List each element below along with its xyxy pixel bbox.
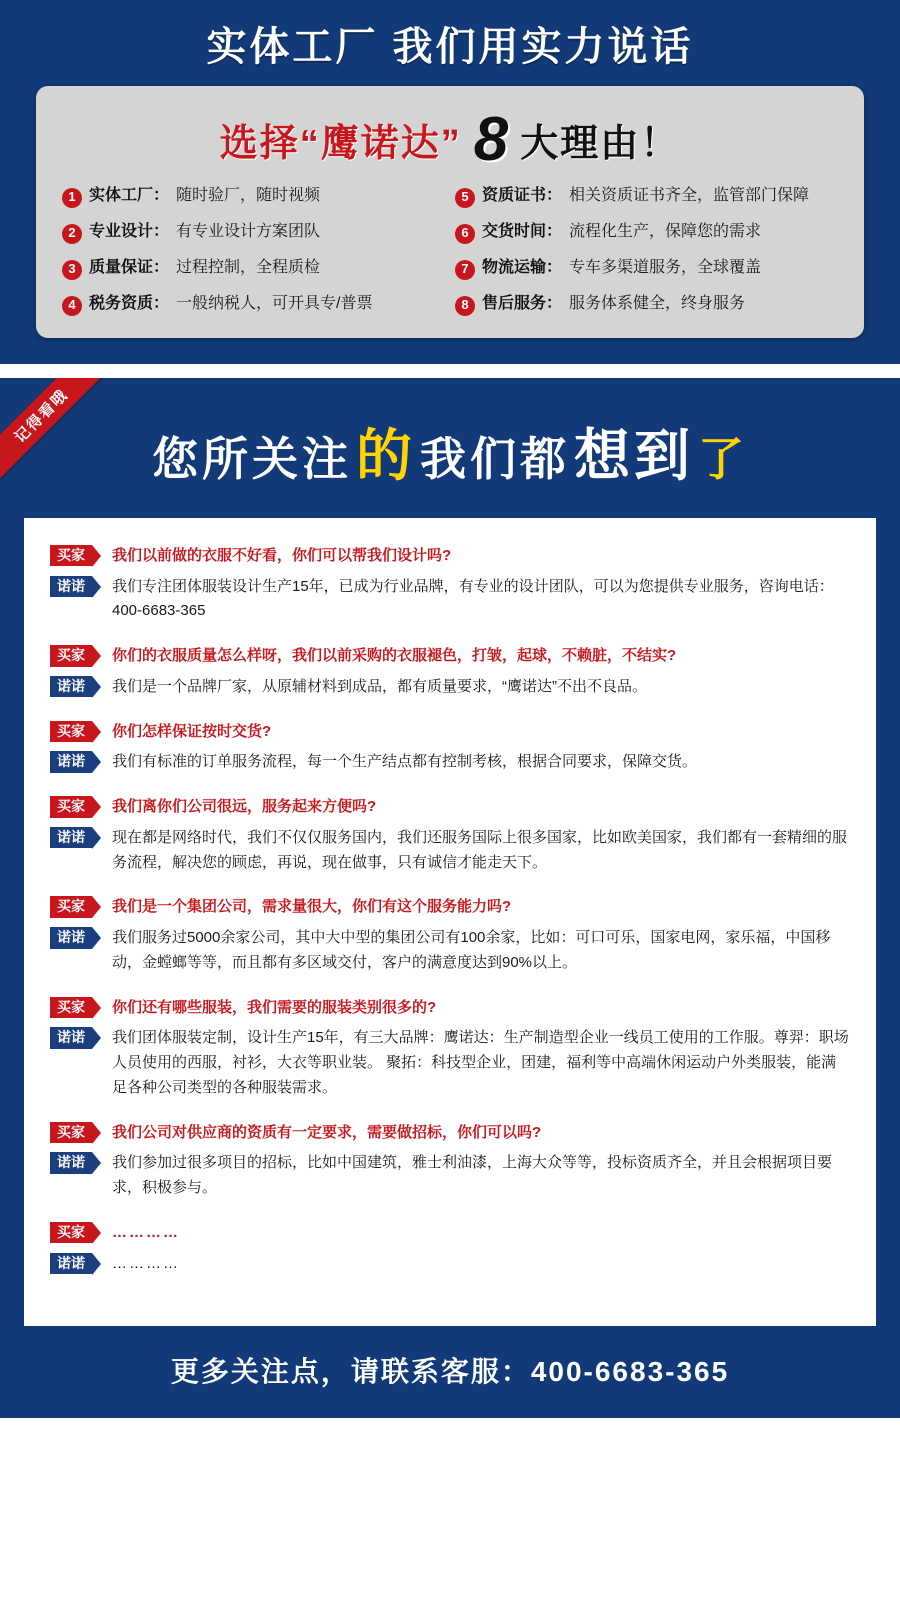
reason-item bbox=[455, 186, 838, 208]
reason-title: 资质证书： bbox=[482, 186, 563, 204]
qa-question-line bbox=[50, 1121, 850, 1146]
reason-title: 实体工厂： bbox=[89, 186, 170, 204]
qa-headline-part-1: 您所关注 bbox=[152, 432, 352, 485]
qa-answer-line bbox=[50, 826, 850, 876]
qa-headline-part-4: 想到 bbox=[574, 423, 694, 487]
qa-question-line bbox=[50, 644, 850, 669]
buyer-tag: 买家 bbox=[50, 645, 92, 667]
qa-question-text: 我们离你们公司很远，服务起来方便吗? bbox=[112, 798, 377, 816]
reason-title: 专业设计： bbox=[89, 222, 170, 240]
buyer-tag: 买家 bbox=[50, 796, 92, 818]
qa-question-line bbox=[50, 1221, 850, 1246]
corner-ribbon: 记得看哦 bbox=[0, 378, 112, 487]
reasons-headline bbox=[62, 106, 838, 186]
qa-answer-line bbox=[50, 1151, 850, 1201]
reason-number-badge: 8 bbox=[455, 296, 475, 316]
headline-number: 8 bbox=[473, 105, 509, 174]
headline-suffix: 大理由！ bbox=[520, 123, 681, 166]
reason-number-badge: 2 bbox=[62, 224, 82, 244]
qa-answer-line bbox=[50, 575, 850, 625]
footer-contact-text: 更多关注点，请联系客服：400-6683-365 bbox=[170, 1356, 730, 1388]
qa-block bbox=[50, 1121, 850, 1201]
qa-section bbox=[0, 378, 900, 1419]
qa-answer-text: 我们专注团体服装设计生产15年，已成为行业品牌，有专业的设计团队，可以为您提供专业服务，咨询电话：400-6683-365 bbox=[112, 577, 834, 620]
reason-text: 相关资质证书齐全，监管部门保障 bbox=[569, 186, 810, 204]
buyer-tag: 买家 bbox=[50, 1222, 92, 1244]
reason-text: 一般纳税人，可开具专/普票 bbox=[176, 294, 373, 312]
reason-number-badge: 5 bbox=[455, 188, 475, 208]
seller-tag: 诺诺 bbox=[50, 1027, 92, 1049]
buyer-tag: 买家 bbox=[50, 721, 92, 743]
reason-number-badge: 1 bbox=[62, 188, 82, 208]
section-divider bbox=[0, 364, 900, 378]
qa-question-line bbox=[50, 544, 850, 569]
reason-text: 流程化生产，保障您的需求 bbox=[569, 222, 762, 240]
reason-text: 服务体系健全，终身服务 bbox=[569, 294, 746, 312]
reasons-card bbox=[36, 86, 864, 338]
seller-tag: 诺诺 bbox=[50, 576, 92, 598]
seller-tag: 诺诺 bbox=[50, 751, 92, 773]
qa-answer-text: 我们是一个品牌厂家，从原辅材料到成品，都有质量要求，“鹰诺达”不出不良品。 bbox=[112, 677, 647, 695]
qa-question-line bbox=[50, 996, 850, 1021]
reasons-grid bbox=[62, 186, 838, 316]
reason-text: 有专业设计方案团队 bbox=[176, 222, 321, 240]
qa-block bbox=[50, 996, 850, 1101]
qa-answer-text: 我们服务过5000余家公司，其中大中型的集团公司有100余家，比如：可口可乐，国家电网，家乐福，中国移动，金螳螂等等，而且都有多区域交付，客户的满意度达到90%以上。 bbox=[112, 929, 831, 971]
buyer-tag: 买家 bbox=[50, 1122, 92, 1144]
qa-question-line bbox=[50, 895, 850, 920]
reason-item bbox=[62, 186, 445, 208]
reason-number-badge: 3 bbox=[62, 260, 82, 280]
qa-answer-line bbox=[50, 1252, 850, 1277]
reason-number-badge: 4 bbox=[62, 296, 82, 316]
reason-title: 物流运输： bbox=[482, 258, 563, 276]
reason-item bbox=[455, 294, 838, 316]
qa-headline-part-5: 了 bbox=[698, 432, 748, 485]
reason-text: 专车多渠道服务，全球覆盖 bbox=[569, 258, 762, 276]
qa-question-line bbox=[50, 720, 850, 745]
seller-tag: 诺诺 bbox=[50, 827, 92, 849]
qa-question-text: 你们还有哪些服装，我们需要的服装类别很多的? bbox=[112, 998, 437, 1016]
qa-question-text: 我们以前做的衣服不好看，你们可以帮我们设计吗? bbox=[112, 546, 452, 564]
qa-headline bbox=[0, 390, 900, 518]
qa-answer-line bbox=[50, 926, 850, 976]
qa-question-text: 你们怎样保证按时交货? bbox=[112, 722, 272, 740]
reason-title: 税务资质： bbox=[89, 294, 170, 312]
reason-item bbox=[62, 258, 445, 280]
seller-tag: 诺诺 bbox=[50, 927, 92, 949]
qa-answer-text: 我们参加过很多项目的招标，比如中国建筑，雅士利油漆，上海大众等等，投标资质齐全，并且会根据项目要求，积极参与。 bbox=[112, 1154, 833, 1197]
reason-number-badge: 6 bbox=[455, 224, 475, 244]
reason-item bbox=[455, 222, 838, 244]
reason-title: 交货时间： bbox=[482, 222, 563, 240]
qa-answer-text: ………… bbox=[112, 1254, 180, 1272]
qa-answer-text: 我们有标准的订单服务流程，每一个生产结点都有控制考核，根据合同要求，保障交货。 bbox=[112, 753, 698, 771]
reason-item bbox=[62, 294, 445, 316]
qa-question-text: 我们是一个集团公司，需求量很大，你们有这个服务能力吗? bbox=[112, 898, 512, 916]
qa-block bbox=[50, 544, 850, 624]
qa-answer-line bbox=[50, 675, 850, 700]
footer-bar bbox=[0, 1326, 900, 1418]
qa-card bbox=[24, 518, 876, 1327]
reason-title: 质量保证： bbox=[89, 258, 170, 276]
reason-number-badge: 7 bbox=[455, 260, 475, 280]
qa-headline-part-2: 的 bbox=[356, 423, 416, 487]
reason-item bbox=[62, 222, 445, 244]
seller-tag: 诺诺 bbox=[50, 1152, 92, 1174]
qa-answer-text: 现在都是网络时代，我们不仅仅服务国内，我们还服务国际上很多国家，比如欧美国家，我们都有一套精细的服务流程，解决您的顾虑，再说，现在做事，只有诚信才能走天下。 bbox=[112, 828, 848, 871]
buyer-tag: 买家 bbox=[50, 545, 92, 567]
headline-prefix: 选择“鹰诺达” bbox=[219, 123, 462, 166]
seller-tag: 诺诺 bbox=[50, 676, 92, 698]
seller-tag: 诺诺 bbox=[50, 1253, 92, 1275]
reason-text: 随时验厂，随时视频 bbox=[176, 186, 321, 204]
buyer-tag: 买家 bbox=[50, 997, 92, 1019]
qa-question-text: 你们的衣服质量怎么样呀，我们以前采购的衣服褪色，打皱，起球，不赖脏，不结实? bbox=[112, 647, 677, 665]
qa-question-text: ………… bbox=[112, 1223, 180, 1241]
qa-block bbox=[50, 895, 850, 975]
reason-title: 售后服务： bbox=[482, 294, 563, 312]
qa-question-line bbox=[50, 795, 850, 820]
qa-block bbox=[50, 644, 850, 700]
qa-headline-part-3: 我们都 bbox=[420, 432, 570, 485]
qa-answer-line bbox=[50, 750, 850, 775]
top-banner-section bbox=[0, 0, 900, 364]
qa-block bbox=[50, 720, 850, 776]
buyer-tag: 买家 bbox=[50, 896, 92, 918]
qa-block bbox=[50, 1221, 850, 1277]
top-banner-title: 实体工厂 我们用实力说话 bbox=[206, 25, 694, 69]
reason-item bbox=[455, 258, 838, 280]
qa-block bbox=[50, 795, 850, 875]
qa-answer-line bbox=[50, 1026, 850, 1100]
qa-answer-text: 我们团体服装定制，设计生产15年，有三大品牌：鹰诺达：生产制造型企业一线员工使用的工作服。尊羿：职场人员使用的西服，衬衫，大衣等职业装。 聚拓：科技型企业，团建，福利等中高端休闲运动户外类服装，能满足各种公司类型的各种服装需求。 bbox=[112, 1029, 849, 1096]
qa-question-text: 我们公司对供应商的资质有一定要求，需要做招标，你们可以吗? bbox=[112, 1123, 542, 1141]
reason-text: 过程控制，全程质检 bbox=[176, 258, 321, 276]
